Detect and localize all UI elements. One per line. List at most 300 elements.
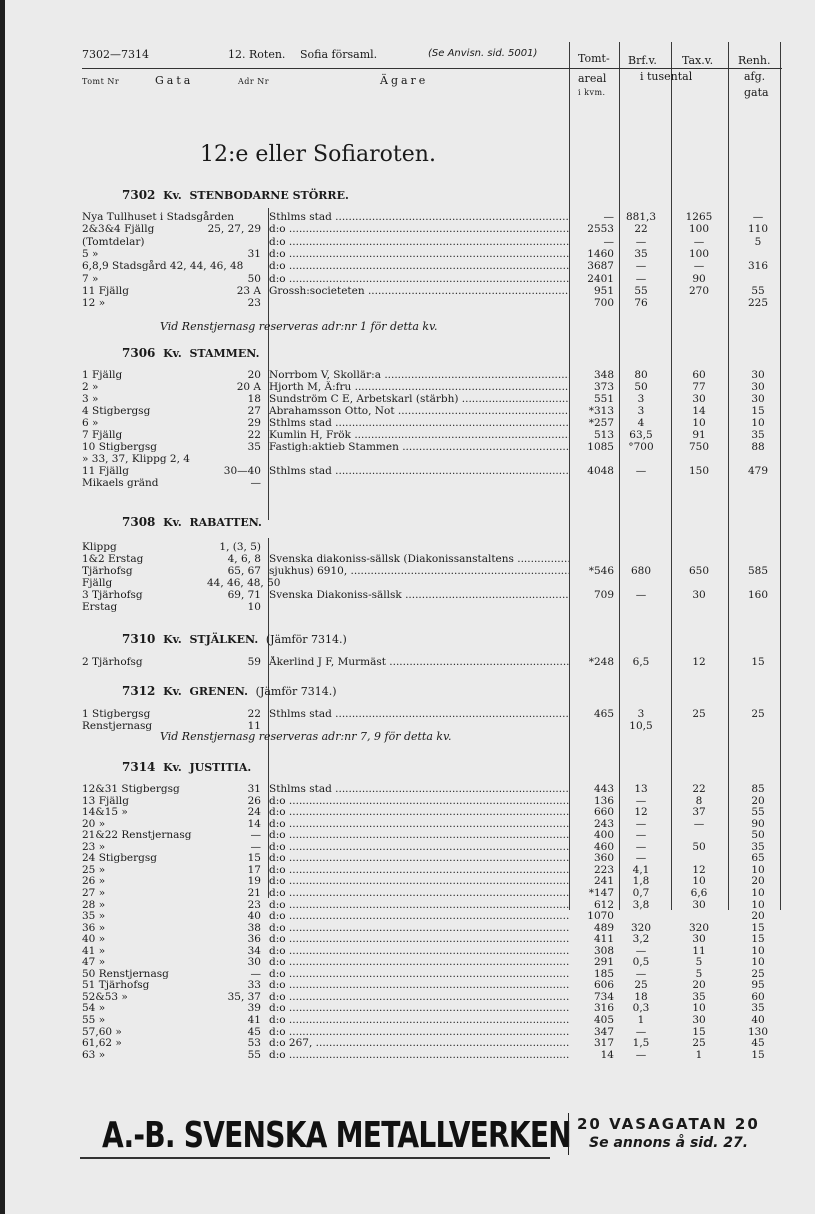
row-tax-value: 50 <box>692 840 706 853</box>
table-row <box>0 417 815 429</box>
row-brf-value: °700 <box>628 441 654 453</box>
row-tax-value: 10 <box>692 875 706 888</box>
row-address-number: 23 <box>247 898 261 911</box>
row-area: 185 <box>593 967 614 980</box>
block-prefix: Kv. <box>163 633 182 646</box>
table-row <box>0 565 815 577</box>
row-brf-value: 680 <box>630 565 652 577</box>
table-row <box>0 211 815 223</box>
block-heading-7312 <box>122 684 337 698</box>
row-address-number: 18 <box>247 393 261 405</box>
row-owner: d:o ..... <box>269 979 569 991</box>
row-renh-value: 50 <box>751 829 765 842</box>
header-rule <box>82 68 782 69</box>
row-address: 51 Tjärhofsg <box>82 979 150 992</box>
row-area: *248 <box>588 656 614 668</box>
table-row <box>0 841 815 853</box>
row-address-number: 31 <box>247 247 261 260</box>
row-area: 405 <box>593 1014 614 1026</box>
row-area: 3687 <box>587 260 614 273</box>
row-owner: d:o ..... <box>269 236 569 248</box>
row-address: 1&2 Erstag <box>82 553 144 565</box>
table-row <box>0 405 815 417</box>
row-brf-value: 0,3 <box>632 1002 650 1015</box>
row-brf-value: — <box>635 465 647 477</box>
row-tax-value: — <box>693 817 705 830</box>
row-brf-value: 18 <box>634 990 648 1003</box>
row-address: 54 » <box>82 1002 106 1015</box>
row-address-number: 15 <box>247 852 261 865</box>
table-row <box>0 829 815 841</box>
row-address: » 33, 37, Klippg 2, 4 <box>82 453 190 465</box>
row-tax-value: 12 <box>692 863 706 876</box>
table-row <box>0 236 815 248</box>
row-area: 291 <box>593 956 614 969</box>
row-tax-value: 150 <box>688 465 710 477</box>
row-renh-value: 95 <box>751 979 765 992</box>
block-extra: (Jämför 7314.) <box>255 685 337 698</box>
block-number: 7302 <box>122 188 156 202</box>
ad-reference: Se annons å sid. 27. <box>589 1135 749 1151</box>
row-address: 4 Stigbergsg <box>82 405 151 417</box>
row-owner: Fastigh:aktieb Stammen ..... <box>269 441 569 453</box>
row-owner: d:o ..... <box>269 864 569 876</box>
table-row <box>0 875 815 887</box>
row-area: 316 <box>593 1002 614 1015</box>
row-address-number: 21 <box>247 886 261 899</box>
row-owner: Svenska diakoniss-sällsk (Diakonissanstaltens ..... <box>269 553 569 565</box>
row-area: 709 <box>593 589 614 601</box>
row-owner: d:o ..... <box>269 956 569 968</box>
block-number: 7310 <box>122 632 156 646</box>
row-brf-value: 0,7 <box>632 886 650 899</box>
table-row <box>0 1002 815 1014</box>
row-tax-value: 12 <box>692 656 706 668</box>
row-address: 26 » <box>82 875 106 888</box>
row-address-number: 26 <box>247 794 261 807</box>
row-address: 6 » <box>82 417 99 429</box>
row-owner: d:o ..... <box>269 910 569 922</box>
row-owner: Åkerlind J F, Murmäst ..... <box>269 656 569 668</box>
table-row <box>0 260 815 272</box>
row-renh-value: 20 <box>751 875 765 888</box>
row-area: 1085 <box>587 441 614 453</box>
row-address-number: 22 <box>247 708 261 720</box>
row-address: 3 Tjärhofsg <box>82 589 143 601</box>
row-address-number: 24 <box>247 806 261 819</box>
table-row <box>0 991 815 1003</box>
row-renh-value: 5 <box>754 235 762 248</box>
row-tax-value: 11 <box>692 944 706 957</box>
table-row <box>0 589 815 601</box>
row-renh-value: 85 <box>751 783 765 795</box>
table-row <box>0 795 815 807</box>
row-address-number: 20 <box>247 369 261 381</box>
header-col-renh-1: Renh. <box>738 54 771 67</box>
row-renh-value: 160 <box>747 589 769 601</box>
row-owner: Sthlms stad ..... <box>269 211 569 223</box>
row-tax-value: 8 <box>695 794 703 807</box>
row-brf-value: 1 <box>637 1014 645 1026</box>
row-renh-value: 110 <box>747 223 769 236</box>
row-address: 14&15 » <box>82 806 128 819</box>
row-address-number: 14 <box>247 817 261 830</box>
row-tax-value: 1265 <box>685 211 713 223</box>
table-row <box>0 381 815 393</box>
row-address: Klippg <box>82 541 117 553</box>
row-owner: d:o ..... <box>269 806 569 818</box>
table-row <box>0 429 815 441</box>
header-col-area-1: Tomt- <box>578 52 610 65</box>
row-area: 360 <box>593 852 614 865</box>
row-brf-value: — <box>635 260 647 273</box>
table-row <box>0 1026 815 1038</box>
row-address: 41 » <box>82 944 106 957</box>
row-address: (Tomtdelar) <box>82 235 145 248</box>
table-row <box>0 601 815 613</box>
table-row <box>0 852 815 864</box>
row-address-number: 35 <box>247 441 261 453</box>
row-owner: d:o ..... <box>269 899 569 911</box>
row-address-number: 23 <box>247 297 261 310</box>
row-brf-value: 55 <box>634 284 648 297</box>
row-address: 47 » <box>82 956 106 969</box>
row-address-number: 19 <box>247 875 261 888</box>
row-tax-value: 6,6 <box>690 886 708 899</box>
row-brf-value: 6,5 <box>632 656 650 668</box>
row-owner: d:o ..... <box>269 945 569 957</box>
row-address-number: 40 <box>247 910 261 923</box>
row-owner: d:o ..... <box>269 875 569 887</box>
row-tax-value: 30 <box>692 589 706 601</box>
row-address-number: 17 <box>247 863 261 876</box>
row-address-number: 55 <box>247 1048 261 1061</box>
table-row <box>0 393 815 405</box>
row-address: 7 Fjällg <box>82 429 123 441</box>
row-address: 7 » <box>82 272 99 285</box>
row-brf-value: — <box>635 829 647 842</box>
row-renh-value: 88 <box>751 441 765 453</box>
ad-address-box <box>568 1113 781 1155</box>
row-owner: d:o ..... <box>269 852 569 864</box>
row-renh-value: 35 <box>751 429 765 441</box>
row-area: *313 <box>588 405 614 417</box>
header-district: 12. Roten. <box>228 48 286 61</box>
row-owner: d:o ..... <box>269 1049 569 1061</box>
row-area: 223 <box>593 863 614 876</box>
row-address-number: 1, (3, 5) <box>219 541 261 553</box>
row-tax-value: 60 <box>692 369 706 381</box>
row-owner: Sthlms stad ..... <box>269 417 569 429</box>
table-row <box>0 720 815 732</box>
table-row <box>0 899 815 911</box>
block-heading-7302 <box>122 188 349 202</box>
row-brf-value: 63,5 <box>629 429 653 441</box>
row-tax-value: 100 <box>688 247 710 260</box>
row-address: 24 Stigbergsg <box>82 852 157 865</box>
row-renh-value: 20 <box>751 910 765 923</box>
row-renh-value: 30 <box>751 393 765 405</box>
row-area: *257 <box>588 417 614 429</box>
row-tax-value: 14 <box>692 405 706 417</box>
row-tax-value: 30 <box>692 1014 706 1026</box>
row-renh-value: 30 <box>751 369 765 381</box>
row-area: 660 <box>593 806 614 819</box>
row-address-number: 50 <box>247 272 261 285</box>
row-address-number: 36 <box>247 933 261 946</box>
row-area: 1460 <box>587 247 614 260</box>
row-brf-value: 10,5 <box>629 720 653 732</box>
row-area: 136 <box>593 794 614 807</box>
row-tax-value: 15 <box>692 1025 706 1038</box>
row-address: Erstag <box>82 601 118 613</box>
row-address: 2 Tjärhofsg <box>82 656 143 668</box>
header-col-gata: Gata <box>155 74 194 87</box>
header-parish: Sofia församl. <box>300 48 378 61</box>
row-address-number: 45 <box>247 1025 261 1038</box>
row-address: 2&3&4 Fjällg <box>82 223 155 236</box>
row-area: 2401 <box>587 272 614 285</box>
row-tax-value: 25 <box>692 1037 706 1050</box>
row-address-number: 44, 46, 48, 50 <box>207 577 281 589</box>
row-tax-value: 270 <box>688 284 710 297</box>
table-row <box>0 453 815 465</box>
row-renh-value: 316 <box>747 260 769 273</box>
block-heading-7308 <box>122 515 262 529</box>
row-area: 4048 <box>587 465 614 477</box>
row-owner: d:o ..... <box>269 1014 569 1026</box>
row-brf-value: 3 <box>637 405 645 417</box>
row-address-number: 27 <box>247 405 261 417</box>
row-address: Renstjernasg <box>82 720 153 732</box>
header-col-tomtnr: Tomt Nr <box>82 77 120 86</box>
row-renh-value: 45 <box>751 1037 765 1050</box>
table-row <box>0 297 815 309</box>
block-name: STENBODARNE STÖRRE. <box>189 189 349 202</box>
block-name: STAMMEN. <box>189 347 260 360</box>
block-number: 7306 <box>122 346 156 360</box>
row-area: 513 <box>593 429 614 441</box>
row-tax-value: — <box>693 260 705 273</box>
block-heading-7310 <box>122 632 347 646</box>
table-row <box>0 933 815 945</box>
row-owner: d:o ..... <box>269 829 569 841</box>
row-owner: d:o ..... <box>269 1002 569 1014</box>
table-row <box>0 553 815 565</box>
row-address: 21&22 Renstjernasg <box>82 829 192 842</box>
row-brf-value: — <box>635 272 647 285</box>
row-tax-value: 22 <box>692 783 706 795</box>
ad-address: 20 VASAGATAN 20 <box>577 1115 760 1133</box>
row-renh-value: 130 <box>747 1025 769 1038</box>
row-brf-value: — <box>635 794 647 807</box>
header-reference: (Se Anvisn. sid. 5001) <box>428 48 538 59</box>
row-renh-value: 90 <box>751 817 765 830</box>
row-address: 3 » <box>82 393 99 405</box>
table-row <box>0 956 815 968</box>
table-row <box>0 818 815 830</box>
row-address-number: 10 <box>247 601 261 613</box>
table-row <box>0 864 815 876</box>
row-owner: sjukhus) 6910, ..... <box>269 565 569 577</box>
row-address: Nya Tullhuset i Stadsgården <box>82 211 235 223</box>
row-brf-value: 12 <box>634 806 648 819</box>
block-name: RABATTEN. <box>189 516 262 529</box>
row-renh-value: 10 <box>751 944 765 957</box>
table-row <box>0 248 815 260</box>
row-address: 11 Fjällg <box>82 465 129 477</box>
table-row <box>0 979 815 991</box>
table-row <box>0 285 815 297</box>
block-prefix: Kv. <box>163 685 182 698</box>
row-area: 460 <box>593 840 614 853</box>
row-tax-value: 320 <box>688 921 710 934</box>
block-prefix: Kv. <box>163 761 182 774</box>
table-row <box>0 806 815 818</box>
block-number: 7314 <box>122 760 156 774</box>
row-address-number: 65, 67 <box>227 565 261 577</box>
table-row <box>0 922 815 934</box>
block-prefix: Kv. <box>163 347 182 360</box>
row-area: — <box>603 211 614 223</box>
table-row <box>0 1014 815 1026</box>
row-area: 734 <box>593 990 614 1003</box>
row-tax-value: 91 <box>692 429 706 441</box>
row-address-number: 33 <box>247 979 261 992</box>
row-renh-value: 10 <box>751 886 765 899</box>
header-col-tax: Tax.v. <box>682 54 714 67</box>
row-brf-value: 881,3 <box>625 211 657 223</box>
row-address-number: 11 <box>247 720 261 732</box>
row-address-number: 53 <box>247 1037 261 1050</box>
row-tax-value: 750 <box>688 441 710 453</box>
row-area: 612 <box>593 898 614 911</box>
block-heading-7306 <box>122 346 259 360</box>
row-brf-value: 1,5 <box>632 1037 650 1050</box>
table-row <box>0 223 815 235</box>
table-row <box>0 369 815 381</box>
row-address: 28 » <box>82 898 106 911</box>
row-area: 700 <box>593 297 614 310</box>
row-tax-value: 20 <box>692 979 706 992</box>
row-owner: d:o ..... <box>269 273 569 285</box>
row-tax-value: 90 <box>692 272 706 285</box>
row-area: 373 <box>593 381 614 393</box>
block-number: 7308 <box>122 515 156 529</box>
block-note-7302: Vid Renstjernasg reserveras adr:nr 1 för detta kv. <box>160 320 438 333</box>
row-owner: Sthlms stad ..... <box>269 708 569 720</box>
row-owner: d:o ..... <box>269 968 569 980</box>
table-row <box>0 887 815 899</box>
row-renh-value: 479 <box>747 465 769 477</box>
row-address-number: 30—40 <box>223 465 261 477</box>
row-area: 411 <box>593 933 614 946</box>
row-tax-value: 1 <box>695 1048 703 1061</box>
row-area: — <box>603 235 614 248</box>
row-renh-value: 30 <box>751 381 765 393</box>
table-row <box>0 708 815 720</box>
table-row <box>0 968 815 980</box>
row-address-number: — <box>250 477 261 489</box>
table-row <box>0 477 815 489</box>
row-renh-value: 10 <box>751 898 765 911</box>
row-address-number: 35, 37 <box>227 990 261 1003</box>
table-row <box>0 1037 815 1049</box>
row-tax-value: 35 <box>692 990 706 1003</box>
row-area: *546 <box>588 565 614 577</box>
row-renh-value: 10 <box>751 417 765 429</box>
row-address-number: 29 <box>247 417 261 429</box>
table-row <box>0 465 815 477</box>
block-extra: (Jämför 7314.) <box>265 633 347 646</box>
header-col-agare: Ägare <box>380 74 429 87</box>
header-col-renh-2: afg. <box>744 70 766 83</box>
block-note-7312: Vid Renstjernasg reserveras adr:nr 7, 9 för detta kv. <box>160 730 452 743</box>
row-brf-value: 22 <box>634 223 648 236</box>
row-address: 2 » <box>82 381 99 393</box>
row-brf-value: 76 <box>634 297 648 310</box>
row-brf-value: 35 <box>634 247 648 260</box>
header-col-renh-3: gata <box>744 86 769 99</box>
row-renh-value: 40 <box>751 1014 765 1026</box>
row-brf-value: 80 <box>634 369 648 381</box>
row-address-number: 4, 6, 8 <box>227 553 261 565</box>
header-col-area-2: areal <box>578 72 607 85</box>
row-tax-value: 10 <box>692 417 706 429</box>
row-brf-value: 50 <box>634 381 648 393</box>
row-tax-value: 5 <box>695 956 703 969</box>
row-address-number: 59 <box>247 656 261 668</box>
row-renh-value: 20 <box>751 794 765 807</box>
row-address-number: 22 <box>247 429 261 441</box>
row-owner: d:o ..... <box>269 887 569 899</box>
row-brf-value: 0,5 <box>632 956 650 969</box>
row-brf-value: — <box>635 967 647 980</box>
row-area: 348 <box>593 369 614 381</box>
row-renh-value: 15 <box>751 656 765 668</box>
row-address: Mikaels gränd <box>82 477 159 489</box>
row-address-number: 31 <box>247 783 261 795</box>
row-address: 55 » <box>82 1014 106 1026</box>
row-owner: Sthlms stad ..... <box>269 465 569 477</box>
row-owner: d:o ..... <box>269 795 569 807</box>
row-renh-value: 35 <box>751 1002 765 1015</box>
table-row <box>0 1049 815 1061</box>
row-owner: d:o ..... <box>269 991 569 1003</box>
row-area: 2553 <box>587 223 614 236</box>
row-area: 551 <box>593 393 614 405</box>
row-area: 443 <box>593 783 614 795</box>
row-area: 241 <box>593 875 614 888</box>
row-tax-value: 77 <box>692 381 706 393</box>
ad-company: A.-B. SVENSKA METALLVERKEN <box>102 1115 571 1156</box>
row-renh-value: 25 <box>751 708 765 720</box>
row-address: 40 » <box>82 933 106 946</box>
block-heading-7314 <box>122 760 251 774</box>
row-brf-value: 320 <box>630 921 652 934</box>
row-owner: Kumlin H, Frök ..... <box>269 429 569 441</box>
row-address-number: 39 <box>247 1002 261 1015</box>
row-renh-value: 60 <box>751 990 765 1003</box>
row-address-number: 20 A <box>236 381 261 393</box>
row-owner: d:o ..... <box>269 922 569 934</box>
table-row <box>0 577 815 589</box>
row-address: 63 » <box>82 1048 106 1061</box>
block-number: 7312 <box>122 684 156 698</box>
header-col-tusental: i tusental <box>640 70 693 83</box>
row-address: 23 » <box>82 840 106 853</box>
row-area: 400 <box>593 829 614 842</box>
